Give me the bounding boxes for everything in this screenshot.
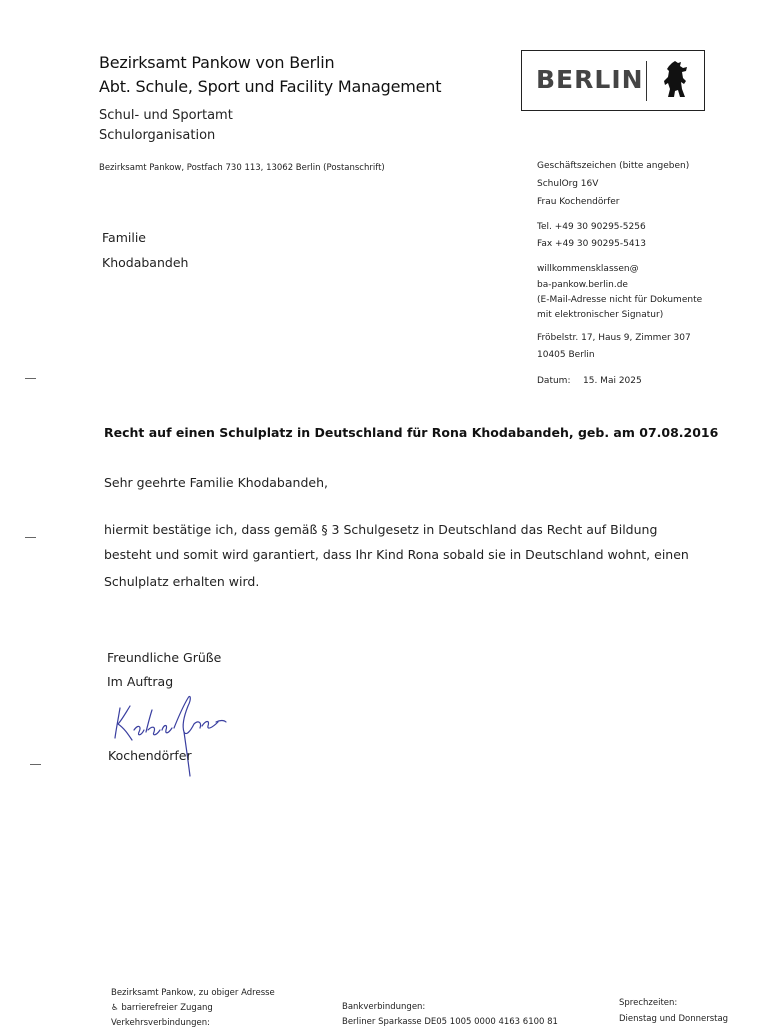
footer-bank-account: Berliner Sparkasse DE05 1005 0000 4163 6100 81 [342, 1017, 558, 1027]
footer-accessibility: ♿ barrierefreier Zugang [111, 1003, 213, 1013]
body-line-1: hiermit bestätige ich, dass gemäß § 3 Schulgesetz in Deutschland das Recht auf Bildung [104, 522, 658, 537]
authority-name: Bezirksamt Pankow von Berlin [99, 53, 335, 72]
salutation: Sehr geehrte Familie Khodabandeh, [104, 475, 328, 490]
letter-subject: Recht auf einen Schulplatz in Deutschland für Rona Khodabandeh, geb. am 07.08.2016 [104, 425, 719, 440]
on-behalf: Im Auftrag [107, 674, 174, 689]
logo-wordmark: BERLIN [536, 65, 644, 94]
date-label: Datum: [537, 376, 571, 386]
fold-mark [30, 764, 41, 765]
office-address-1: Fröbelstr. 17, Haus 9, Zimmer 307 [537, 333, 691, 343]
fax: Fax +49 30 90295-5413 [537, 239, 647, 249]
recipient-line-1: Familie [102, 230, 146, 245]
handwritten-signature [108, 690, 238, 785]
footer-address: Bezirksamt Pankow, zu obiger Adresse [111, 988, 275, 998]
body-line-3: Schulplatz erhalten wird. [104, 574, 260, 589]
email-line-1: willkommensklassen@ [537, 264, 639, 274]
department-name: Abt. Schule, Sport und Facility Management [99, 77, 442, 96]
signatory-name: Kochendörfer [108, 748, 192, 763]
recipient-line-2: Khodabandeh [102, 255, 189, 270]
date-value: 15. Mai 2025 [583, 376, 642, 386]
contact-person: Frau Kochendörfer [537, 197, 620, 207]
reference-value: SchulOrg 16V [537, 179, 599, 189]
office-unit: Schulorganisation [99, 128, 216, 143]
footer-hours-label: Sprechzeiten: [619, 998, 678, 1008]
email-note-1: (E-Mail-Adresse nicht für Dokumente [537, 295, 703, 305]
email-note-2: mit elektronischer Signatur) [537, 310, 664, 320]
telephone: Tel. +49 30 90295-5256 [537, 222, 646, 232]
email-line-2: ba-pankow.berlin.de [537, 280, 628, 290]
footer-transport: Verkehrsverbindungen: [111, 1018, 210, 1028]
office-name: Schul- und Sportamt [99, 108, 233, 123]
reference-label: Geschäftszeichen (bitte angeben) [537, 161, 690, 171]
fold-mark [25, 378, 36, 379]
postal-return-address: Bezirksamt Pankow, Postfach 730 113, 13062 Berlin (Postanschrift) [99, 163, 385, 173]
footer-hours: Dienstag und Donnerstag [619, 1014, 729, 1024]
footer-bank-label: Bankverbindungen: [342, 1002, 426, 1012]
logo-divider [646, 61, 647, 101]
body-line-2: besteht und somit wird garantiert, dass Ihr Kind Rona sobald sie in Deutschland wohnt, einen [104, 547, 689, 562]
office-address-2: 10405 Berlin [537, 350, 595, 360]
closing: Freundliche Grüße [107, 650, 222, 665]
berlin-bear-icon [660, 59, 692, 101]
berlin-logo [521, 50, 705, 111]
punch-mark [25, 537, 36, 538]
